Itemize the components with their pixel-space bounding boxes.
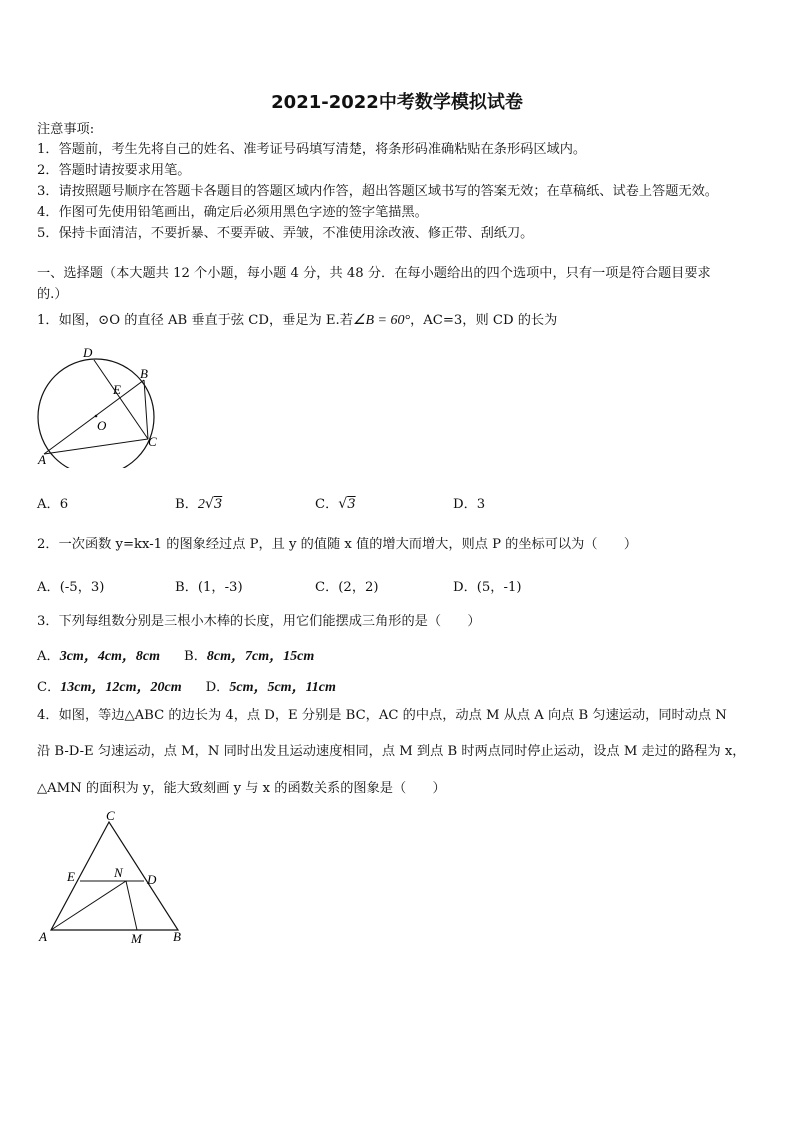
q3-option-b-label: B． [184, 649, 207, 664]
label-m: M [131, 931, 142, 946]
q3-option-c-label: C． [37, 680, 61, 695]
label-e: E [113, 382, 121, 397]
diameter-ab [44, 380, 144, 454]
q2-option-c: C．(2，2) [315, 580, 379, 595]
notice-item: 3．请按照题号顺序在答题卡各题目的答题区域内作答，超出答题区域书写的答案无效；在草稿纸、试卷上答题无效。 [37, 184, 718, 199]
q3-option-b: 8cm，7cm，15cm [206, 649, 315, 664]
notice-item: 4．作图可先使用铅笔画出，确定后必须用黑色字迹的签字笔描黑。 [37, 205, 428, 220]
q1-option-b-radicand: 3 [213, 497, 223, 512]
label-o: O [97, 418, 107, 433]
q1-text-after: ，AC=3，则 CD 的长为 [410, 313, 558, 328]
q1-option-b-coef: 2 [197, 497, 205, 512]
segment-bc [144, 380, 148, 439]
sqrt-sign: √ [338, 496, 348, 512]
question-1-text [37, 311, 557, 331]
q2-option-a: A．(-5，3) [37, 580, 105, 595]
segment-nm [126, 881, 137, 930]
notice-item: 5．保持卡面清洁，不要折暴、不要弄破、弄皱，不准使用涂改液、修正带、刮纸刀。 [37, 226, 534, 241]
label-a: A [39, 929, 47, 944]
label-b: B [173, 929, 181, 944]
q2-option-d: D．(5，-1) [453, 580, 522, 595]
q1-formula: ∠B = 60° [352, 313, 411, 328]
q3-option-d: 5cm，5cm，11cm [229, 680, 336, 695]
q3-options-row-1 [37, 645, 314, 665]
q3-option-c: 13cm，12cm，20cm [60, 680, 182, 695]
q1-circle-figure [28, 340, 168, 468]
label-d: D [83, 345, 93, 360]
q4-triangle-figure [35, 805, 195, 950]
q3-option-a: 3cm，4cm，8cm [59, 649, 161, 664]
label-c: C [148, 434, 157, 449]
notice-item: 1．答题前，考生先将自己的姓名、准考证号码填写清楚，将条形码准确粘贴在条形码区域内。 [37, 142, 587, 157]
label-a: A [38, 452, 46, 467]
label-c: C [106, 808, 115, 823]
segment-ac [44, 439, 148, 454]
q3-option-a-label: A． [37, 649, 60, 664]
q1-option-b-prefix: B． [175, 497, 198, 512]
q1-option-c-prefix: C． [315, 497, 339, 512]
question-4-line-2: 沿 B-D-E 匀速运动，点 M，N 同时出发且运动速度相同，点 M 到点 B 时两点同时停止运动，设点 M 走过的路程为 x， [37, 744, 746, 759]
notice-item: 2．答题时请按要求用笔。 [37, 163, 191, 178]
label-n: N [114, 865, 123, 880]
center-point [95, 415, 98, 418]
q1-option-c-radicand: 3 [347, 497, 356, 512]
segment-an [51, 881, 126, 930]
notice-heading: 注意事项: [37, 122, 95, 137]
q1-option-c [315, 493, 356, 512]
question-4-line-3: △AMN 的面积为 y，能大致刻画 y 与 x 的函数关系的图象是（ ） [37, 781, 446, 796]
question-4-line-1: 4．如图，等边△ABC 的边长为 4，点 D，E 分别是 BC，AC 的中点，动点 M 从点 A 向点 B 匀速运动，同时动点 N [37, 708, 727, 723]
section-heading-cont: 的.） [37, 287, 68, 302]
section-heading: 一、选择题（本大题共 12 个小题，每小题 4 分，共 48 分．在每小题给出的四个选项中，只有一项是符合题目要求 [37, 266, 711, 281]
label-d: D [147, 872, 157, 887]
q1-option-a: A．6 [37, 497, 69, 512]
question-3-text: 3．下列每组数分别是三根小木棒的长度，用它们能摆成三角形的是（ ） [37, 614, 481, 629]
q1-text-before: 1．如图，⊙O 的直径 AB 垂直于弦 CD，垂足为 E.若 [37, 313, 353, 328]
q3-option-d-label: D． [205, 680, 230, 695]
sqrt-sign: √ [204, 496, 214, 512]
label-e: E [67, 869, 75, 884]
circle-o [38, 359, 154, 468]
q1-option-b [175, 493, 222, 513]
label-b: B [140, 366, 148, 381]
q3-options-row-2 [37, 676, 336, 696]
question-2-text: 2．一次函数 y=kx-1 的图象经过点 P，且 y 的值随 x 值的增大而增大，则点 P 的坐标可以为（ ） [37, 537, 638, 552]
page-title: 2021-2022中考数学模拟试卷 [271, 92, 523, 113]
q1-option-d: D．3 [453, 497, 486, 512]
q2-option-b: B．(1，-3) [175, 580, 243, 595]
